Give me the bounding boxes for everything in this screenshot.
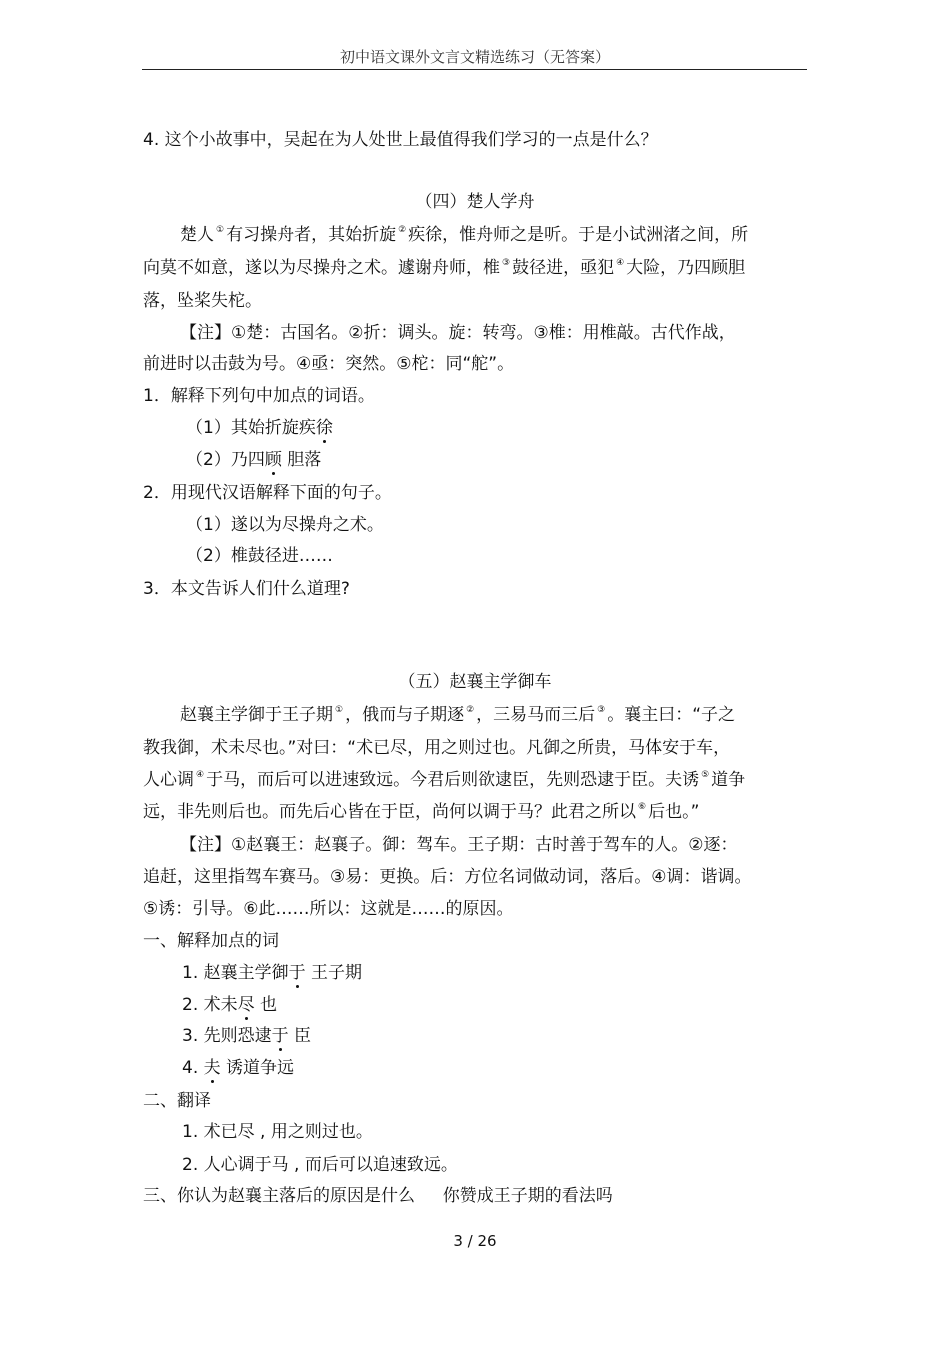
footnote-marker: ① bbox=[216, 225, 225, 235]
footnote-marker: ② bbox=[398, 225, 407, 235]
s4-note-line-2: 前进时以击鼓为号。④亟：突然。⑤柁：同“舵”。 bbox=[143, 354, 515, 374]
footnote-marker: ③ bbox=[502, 258, 511, 268]
dotted-word: 夫 bbox=[203, 1058, 221, 1078]
s5-part-2-heading: 二、翻译 bbox=[143, 1091, 211, 1111]
footnote-marker: ④ bbox=[196, 770, 205, 780]
s4-para-line-1: 楚人 ① 有习操舟者，其始折旋 ② 疾徐，惟舟师之是听。于是小试洲渚之间，所 bbox=[180, 225, 749, 245]
running-header: 初中语文课外文言文精选练习（无答案） bbox=[339, 48, 610, 66]
s5-para-line-3: 人心调 ④ 于马，而后可以进速致远。今君后则欲逮臣，先则恐逮于臣。夫诱 ⑤ 道争 bbox=[143, 770, 746, 790]
section-5-title: （五）赵襄主学御车 bbox=[398, 672, 552, 692]
s5-para-line-4: 远，非先则后也。而先后心皆在于臣，尚何以调于马？此君之所以 ⑥ 后也。” bbox=[143, 802, 700, 822]
dotted-word: 徐 bbox=[315, 418, 333, 438]
s4-question-3: 3．本文告诉人们什么道理? bbox=[143, 579, 350, 599]
s5-part-3-heading: 三、你认为赵襄主落后的原因是什么 你赞成王子期的看法吗 bbox=[143, 1186, 613, 1206]
s5-part-1-item-2: 2. 术未尽 也 bbox=[182, 995, 278, 1015]
dotted-word: 于 bbox=[271, 1026, 289, 1046]
dotted-word: 尽 bbox=[237, 995, 255, 1015]
footnote-marker: ③ bbox=[597, 705, 606, 715]
s5-part-2-item-2: 2. 人心调于马 , 而后可以追速致远。 bbox=[182, 1155, 458, 1175]
header-rule bbox=[142, 69, 807, 70]
footnote-marker: ② bbox=[466, 705, 475, 715]
dotted-word: 顾 bbox=[264, 450, 282, 470]
previous-question-4: 4. 这个小故事中，吴起在为人处世上最值得我们学习的一点是什么？ bbox=[143, 130, 658, 150]
s5-para-line-2: 教我御，术未尽也。”对曰：“术已尽，用之则过也。凡御之所贵，马体安于车， bbox=[143, 738, 731, 758]
footnote-marker: ④ bbox=[616, 258, 625, 268]
footnote-marker: ⑥ bbox=[638, 802, 647, 812]
s4-note-line-1: 【注】①楚：古国名。②折：调头。旋：转弯。③椎：用椎敲。古代作战， bbox=[180, 323, 736, 343]
dotted-word: 于 bbox=[288, 963, 306, 983]
s5-note-line-1: 【注】①赵襄王：赵襄子。御：驾车。王子期：古时善于驾车的人。②逐： bbox=[180, 835, 738, 855]
s4-question-2-item-2: （2）椎鼓径进…… bbox=[186, 546, 333, 566]
s5-part-1-item-1: 1. 赵襄主学御于 王子期 bbox=[182, 963, 363, 983]
section-4-title: （四）楚人学舟 bbox=[415, 192, 535, 212]
footnote-marker: ① bbox=[335, 705, 344, 715]
s4-question-1: 1．解释下列句中加点的词语。 bbox=[143, 386, 375, 406]
s5-para-line-1: 赵襄主学御于王子期 ① ，俄而与子期逐 ② ，三易马而三后 ③ 。襄主曰：“子之 bbox=[180, 705, 736, 725]
s4-question-2-item-1: （1）遂以为尽操舟之术。 bbox=[186, 515, 384, 535]
s4-question-1-item-1: （1）其始折旋疾徐 bbox=[186, 418, 333, 438]
s4-para-line-3: 落，坠桨失柁。 bbox=[143, 291, 262, 311]
page-number: 3 / 26 bbox=[453, 1232, 497, 1250]
s5-part-1-heading: 一、解释加点的词 bbox=[143, 931, 279, 951]
footnote-marker: ⑤ bbox=[701, 770, 710, 780]
s5-note-line-3: ⑤诱：引导。⑥此……所以：这就是……的原因。 bbox=[143, 899, 514, 919]
s5-part-1-item-4: 4. 夫 诱道争远 bbox=[182, 1058, 295, 1078]
s4-question-2: 2．用现代汉语解释下面的句子。 bbox=[143, 483, 392, 503]
s4-para-line-2: 向莫不如意，遂以为尽操舟之术。遽谢舟师，椎 ③ 鼓径进，亟犯 ④ 大险，乃四顾胆 bbox=[143, 258, 746, 278]
s5-note-line-2: 追赶，这里指驾车赛马。③易：更换。后：方位名词做动词，落后。④调：谐调。 bbox=[143, 867, 752, 887]
s5-part-1-item-3: 3. 先则恐逮于 臣 bbox=[182, 1026, 312, 1046]
s4-question-1-item-2: （2）乃四顾 胆落 bbox=[186, 450, 322, 470]
s5-part-2-item-1: 1. 术已尽 , 用之则过也。 bbox=[182, 1122, 373, 1142]
